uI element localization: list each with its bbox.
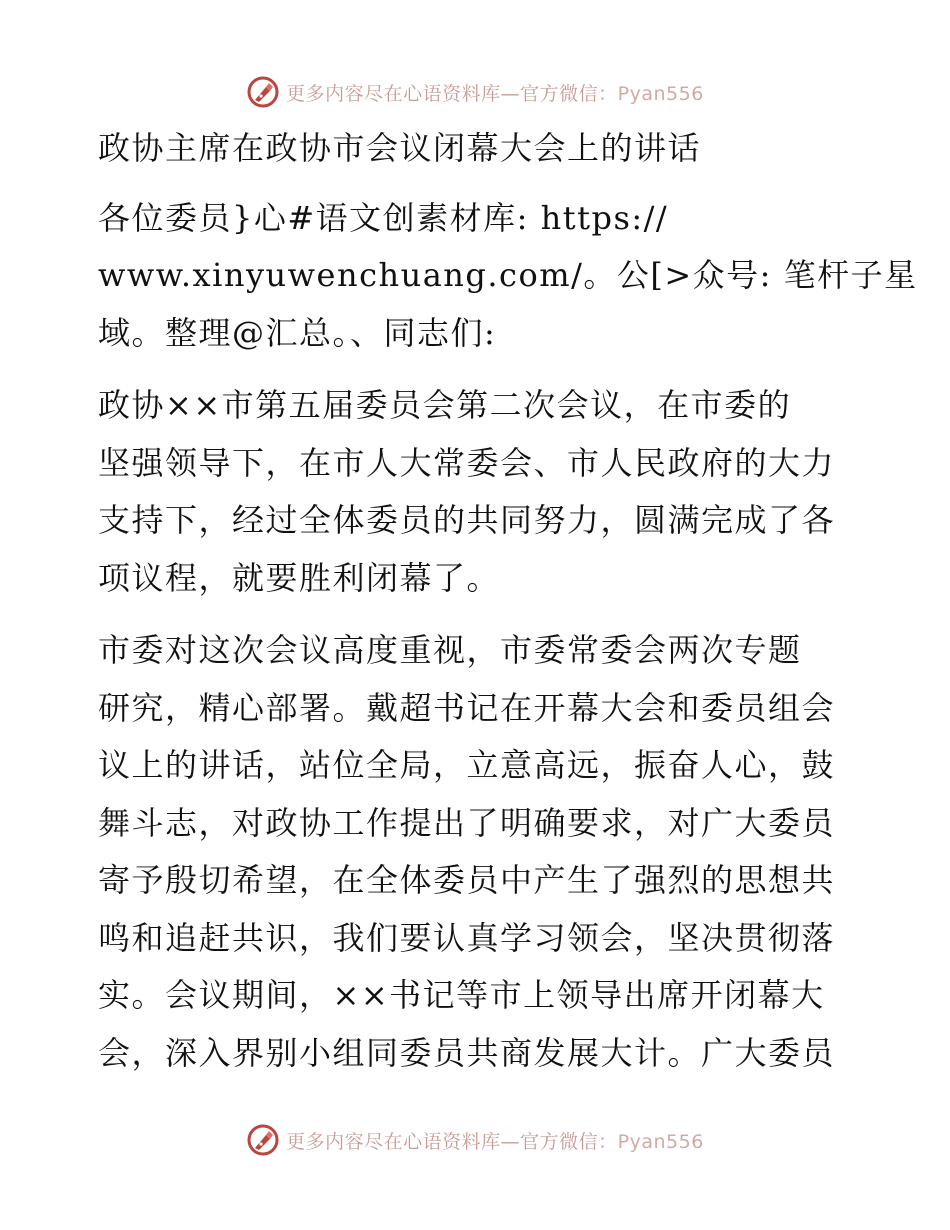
- paragraph-line: 鸣和追赶共识，我们要认真学习领会，坚决贯彻落: [98, 918, 836, 957]
- salutation-paragraph: [98, 190, 918, 363]
- paragraph-line: 市委对这次会议高度重视，市委常委会两次专题: [98, 631, 802, 669]
- watermark-text: 更多内容尽在心语资料库—官方微信：Pyan556: [286, 1130, 704, 1153]
- salutation-line: 各位委员}心#语文创素材库: https://: [98, 198, 669, 237]
- paragraph-line: 研究，精心部署。戴超书记在开幕大会和委员组会: [98, 688, 836, 727]
- paragraph-line: 支持下，经过全体委员的共同努力，圆满完成了各: [98, 501, 836, 539]
- pen-nib-logo-icon: [246, 75, 280, 109]
- salutation-line: www.xinyuwenchuang.com/。公[>众号: 笔杆子星: [98, 256, 918, 294]
- salutation-line: 域。整理@汇总。、同志们:: [98, 313, 497, 352]
- paragraph-line: 坚强领导下，在市人大常委会、市人民政府的大力: [98, 443, 836, 482]
- paragraph-2: [98, 622, 858, 1082]
- document-title: 政协主席在政协市会议闭幕大会上的讲话: [98, 129, 702, 167]
- paragraph-line: 寄予殷切希望，在全体委员中产生了强烈的思想共: [98, 861, 836, 899]
- paragraph-line: 议上的讲话，站位全局，立意高远，振奋人心，鼓: [98, 746, 836, 784]
- header-watermark: [0, 72, 950, 112]
- footer-watermark: [0, 1120, 950, 1160]
- pen-nib-logo-icon: [246, 1123, 280, 1157]
- document-body: [98, 120, 918, 1082]
- paragraph-1: [98, 377, 858, 607]
- paragraph-line: 政协××市第五届委员会第二次会议，在市委的: [98, 386, 792, 424]
- watermark-text: 更多内容尽在心语资料库—官方微信：Pyan556: [286, 82, 704, 105]
- paragraph-line: 项议程，就要胜利闭幕了。: [98, 558, 501, 597]
- paragraph-line: 会，深入界别小组同委员共商发展大计。广大委员: [98, 1033, 836, 1072]
- paragraph-line: 舞斗志，对政协工作提出了明确要求，对广大委员: [98, 803, 836, 842]
- paragraph-line: 实。会议期间，××书记等市上领导出席开闭幕大: [98, 976, 825, 1014]
